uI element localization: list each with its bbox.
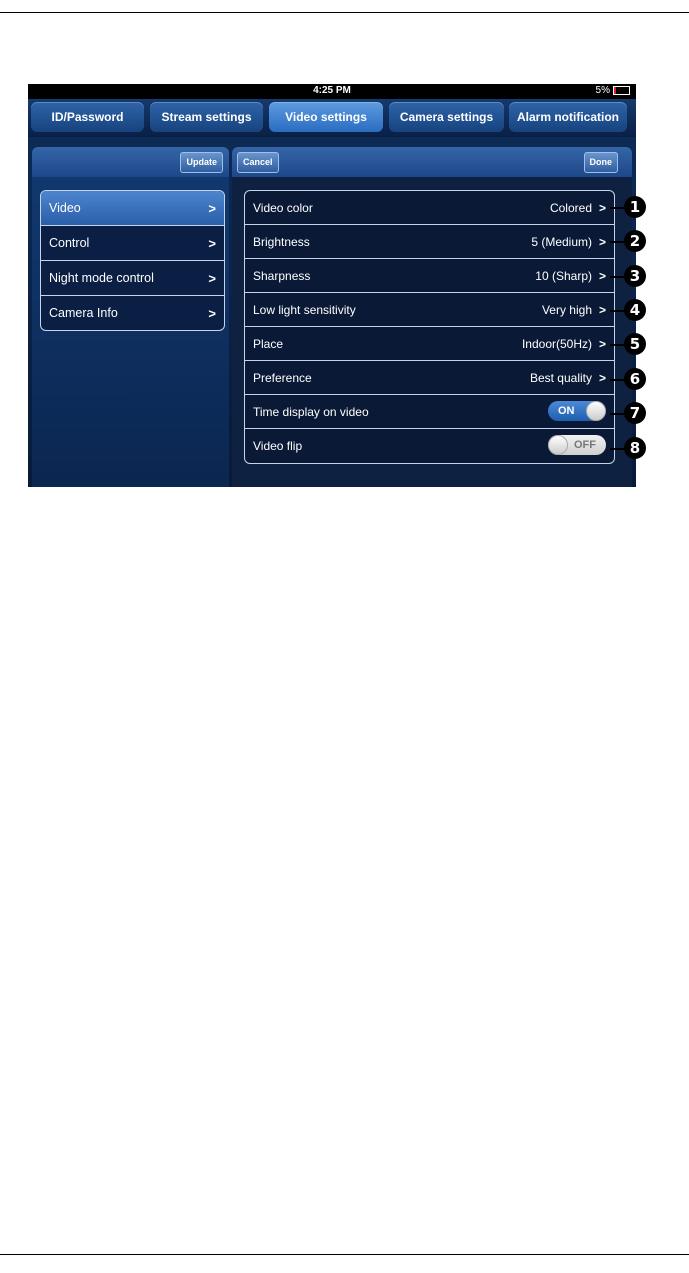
tab-stream-settings[interactable]: Stream settings bbox=[150, 102, 263, 132]
setting-sharpness[interactable] bbox=[245, 259, 614, 293]
content-area bbox=[28, 137, 636, 487]
setting-value: Indoor(50Hz) bbox=[521, 336, 592, 351]
chevron-right-icon: > bbox=[208, 305, 216, 321]
callout-4: 4 bbox=[624, 299, 646, 321]
category-panel-header bbox=[32, 147, 229, 177]
category-item-label: Control bbox=[49, 236, 90, 250]
setting-value: Best quality bbox=[529, 370, 592, 385]
setting-label: Preference bbox=[253, 370, 312, 385]
battery-icon bbox=[613, 86, 630, 95]
chevron-right-icon: > bbox=[598, 268, 606, 283]
cancel-button[interactable]: Cancel bbox=[237, 152, 279, 173]
video-settings-header bbox=[232, 147, 632, 177]
chevron-right-icon: > bbox=[598, 200, 606, 215]
bottom-rule bbox=[0, 1254, 689, 1255]
tab-video-settings[interactable]: Video settings bbox=[269, 102, 383, 132]
tab-id-password[interactable]: ID/Password bbox=[31, 102, 144, 132]
setting-brightness[interactable] bbox=[245, 225, 614, 259]
ipad-screen bbox=[28, 84, 636, 487]
time-display-toggle[interactable] bbox=[548, 401, 606, 421]
video-flip-toggle[interactable] bbox=[548, 435, 606, 455]
chevron-right-icon: > bbox=[598, 234, 606, 249]
setting-value: 5 (Medium) bbox=[531, 234, 592, 249]
battery-percent: 5% bbox=[595, 85, 610, 96]
callout-5: 5 bbox=[624, 333, 646, 355]
setting-value: 10 (Sharp) bbox=[535, 268, 592, 283]
video-settings-panel bbox=[232, 147, 632, 487]
setting-value: Colored bbox=[549, 200, 592, 215]
status-time: 4:25 PM bbox=[313, 85, 351, 96]
setting-place[interactable] bbox=[245, 327, 614, 361]
category-item-night-mode-control[interactable] bbox=[41, 261, 224, 296]
callout-7: 7 bbox=[624, 402, 646, 424]
category-item-label: Night mode control bbox=[49, 271, 154, 285]
setting-label: Sharpness bbox=[253, 268, 311, 283]
setting-video-color[interactable] bbox=[245, 191, 614, 225]
setting-label: Place bbox=[253, 336, 284, 351]
category-panel bbox=[32, 147, 229, 487]
tab-alarm-notification[interactable]: Alarm notification bbox=[509, 102, 627, 132]
setting-label: Video color bbox=[253, 200, 313, 215]
setting-video-flip bbox=[245, 429, 614, 463]
toggle-state: OFF bbox=[574, 439, 596, 451]
setting-label: Time display on video bbox=[253, 404, 369, 419]
chevron-right-icon: > bbox=[208, 235, 216, 251]
chevron-right-icon: > bbox=[598, 302, 606, 317]
toggle-knob bbox=[586, 401, 606, 421]
category-list bbox=[40, 190, 225, 331]
category-item-camera-info[interactable] bbox=[41, 296, 224, 330]
setting-label: Video flip bbox=[253, 439, 303, 453]
setting-low-light-sensitivity[interactable] bbox=[245, 293, 614, 327]
setting-time-display bbox=[245, 395, 614, 429]
category-item-label: Camera Info bbox=[49, 306, 118, 320]
callout-3: 3 bbox=[624, 265, 646, 287]
category-item-video[interactable] bbox=[41, 191, 224, 226]
category-item-control[interactable] bbox=[41, 226, 224, 261]
callout-1: 1 bbox=[624, 196, 646, 218]
category-item-label: Video bbox=[49, 201, 81, 215]
toggle-state: ON bbox=[558, 405, 575, 417]
chevron-right-icon: > bbox=[208, 200, 216, 216]
update-button[interactable]: Update bbox=[180, 152, 223, 173]
setting-label: Low light sensitivity bbox=[253, 302, 356, 317]
video-settings-list bbox=[244, 190, 615, 464]
tab-camera-settings[interactable]: Camera settings bbox=[389, 102, 504, 132]
callout-2: 2 bbox=[624, 230, 646, 252]
callout-6: 6 bbox=[624, 368, 646, 390]
chevron-right-icon: > bbox=[208, 270, 216, 286]
toggle-knob bbox=[548, 435, 568, 455]
top-rule bbox=[0, 12, 689, 13]
chevron-right-icon: > bbox=[598, 336, 606, 351]
setting-preference[interactable] bbox=[245, 361, 614, 395]
setting-value: Very high bbox=[541, 302, 592, 317]
tab-bar bbox=[28, 99, 636, 137]
setting-label: Brightness bbox=[253, 234, 310, 249]
callout-8: 8 bbox=[624, 437, 646, 459]
status-bar bbox=[28, 84, 636, 99]
done-button[interactable]: Done bbox=[584, 152, 619, 173]
battery-indicator bbox=[596, 85, 630, 96]
chevron-right-icon: > bbox=[598, 370, 606, 385]
